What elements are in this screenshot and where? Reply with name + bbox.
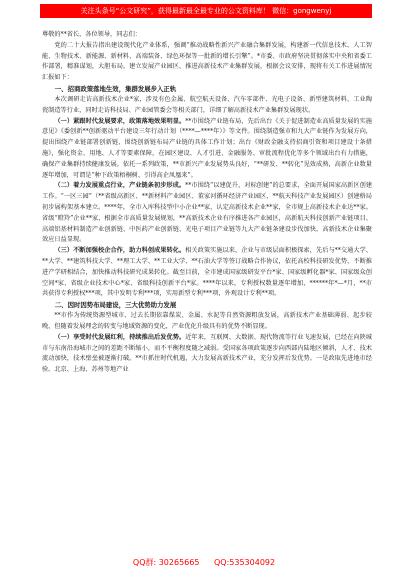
body-paragraph: **市作为传统资源型城市，过去长期依靠煤炭、金属、水泥等自然资源粗放发展，高新技术产业基础薄弱、起步较晚，但随着发展理念的转变与地域资源的变化，产业优化升级具有的优势不断显现。 bbox=[42, 312, 372, 330]
body-paragraph bbox=[42, 333, 372, 376]
paragraph-text: 近年来，互联网、大数据、现代物流等行业飞速发展，已经在向陕城市与东南沿海城市之间的差距不断缩小，而不平衡程度随之减弱。受国家各项政策逐步向西部内陆地区倾斜，人才、技术流动加快，技术壁垒被逐渐打破。**市抓住时代机遇，大力发展高新技术产业，充分发挥后发优势。一是政取先进地市经验。北京、上海、苏州等地产业 bbox=[42, 333, 372, 374]
footer-qq: QQ:535304092 bbox=[214, 558, 276, 567]
subsection-heading: （一）紧跟时代发展要求，政策落地效果明显。 bbox=[54, 117, 186, 125]
footer-qq-group: QQ群: 30265665 bbox=[132, 558, 200, 567]
subsection-heading: （一）享受时代发展红利，持续推出后发优势。 bbox=[54, 333, 186, 341]
subsection-heading: （二）着力发展重点行业，产业链条初步形成。 bbox=[54, 182, 186, 190]
body-paragraph bbox=[42, 181, 372, 246]
footer-contact bbox=[0, 556, 408, 570]
section-heading: 二、因时因势布局建设，三大优势助力发展 bbox=[54, 301, 177, 310]
subsection-heading: （三）不断加强校企合作，助力科创成果转化。 bbox=[54, 247, 186, 255]
section-heading: 一、招商政策落地生效，集群发展步入正轨 bbox=[54, 84, 177, 93]
body-paragraph bbox=[42, 117, 372, 182]
body-paragraph: 党的二十大报告指出建设现代化产业体系，强调“推动战略性新兴产业融合集群发展，构建新一代信息技术、人工智能、生物技术、新能源、新材料、高端装备、绿色环保等一批新的增长引擎”。*市委、市政府坚决贯彻落实中央和省委工作部署，精准谋划，大胆布局，建立发展产业园区，推进高新技术产业集群发展，根据会议安排，现将有关工作进展情况汇报如下： bbox=[42, 41, 372, 82]
body-paragraph: 本次调研走访高新技术企业*家，涉及有色金属、航空航天设备、汽车零部件、光电子设备、新型建筑材料、工业陶瓷制造等行业，同时走访科技局、产业园管委会等相关部门，详细了解高新技术产业集群发展现状。 bbox=[42, 95, 372, 114]
paragraph-text: **市围绕产业链布局，先后出台《关于促进制造业高质量发展的实施意见》《委创新**创新驱动平台建设三年行动计划（****—****年）》等文件。围绕制造强市和九大产业链作为发展方向，提出围绕产业链部署创新链、围绕创新链布局产业链的具体工作计划；出台《财政金融支持招商引资和项目建设十条措施》，强化资金、用地、人才等要素保障，在园区建设、人才引进、金融服务、审批流程优化等多个领域出台有力措施，确保产业集群持续健康发展。依托一系列政策，**市新兴产业发展势头良好，“**研发、**转化”见效成熟，高新企业数量逐年增加，可谓是“种下政策梧桐树，引得高企凤凰来”。 bbox=[42, 117, 372, 179]
document-body bbox=[42, 30, 372, 376]
top-promo-banner: 关注头条号“公文研究”，获得最新最全最专业的公文资料库！ 微信：gongwenyj bbox=[40, 4, 372, 18]
body-paragraph: 尊敬的**省长，各位领导，同志们： bbox=[42, 31, 141, 38]
paragraph-text: 相关政策实施以来，企业与市级层面积极探索，先后与**交通大学、**大学、**建筑科技大学、**理工大学、**工业大学、**石油大学等签订战略合作协议，依托高校科技研发优势，不断推进产学研相结合，加快推动科技研究成果转化。截至目前，全市建成国家级研发平台*家、国家级孵化器*家、国家级众创空间*家、省级企业技术中心*家、省级科技创新平台*家。****年以来，专利授权数量逐年增加，******年*—*月，**市共获得专利授权***项，其中发明专利***项，实用新型专利***项，外观设计专利**项。 bbox=[42, 247, 372, 298]
paragraph-text: **市围绕“以建促升，对标创建”的总要求，全面开展国家高新区创建工作。“一区三园”（**省级高新区、**新材料产业园区、董家河循环经济产业园区、**航天科技产业发展园区）创建格局初步展构架基本建立。****年，全市入库科技型中小企业**家，认定高新技术企业**家，全市规上高新技术企业达**家。省级“瞪羚”企业**家，根据全市高质量发展规划，**高新技术企业有序推进各产业园区，高新航天科技创新产业链项目、高端铝基材料制造产业创新链、中医药产业创新链、光电子项目产业链等九大产业链条建设步伐加快，高新技术企业集聚效应日益显现。 bbox=[42, 182, 373, 244]
body-paragraph bbox=[42, 246, 372, 300]
